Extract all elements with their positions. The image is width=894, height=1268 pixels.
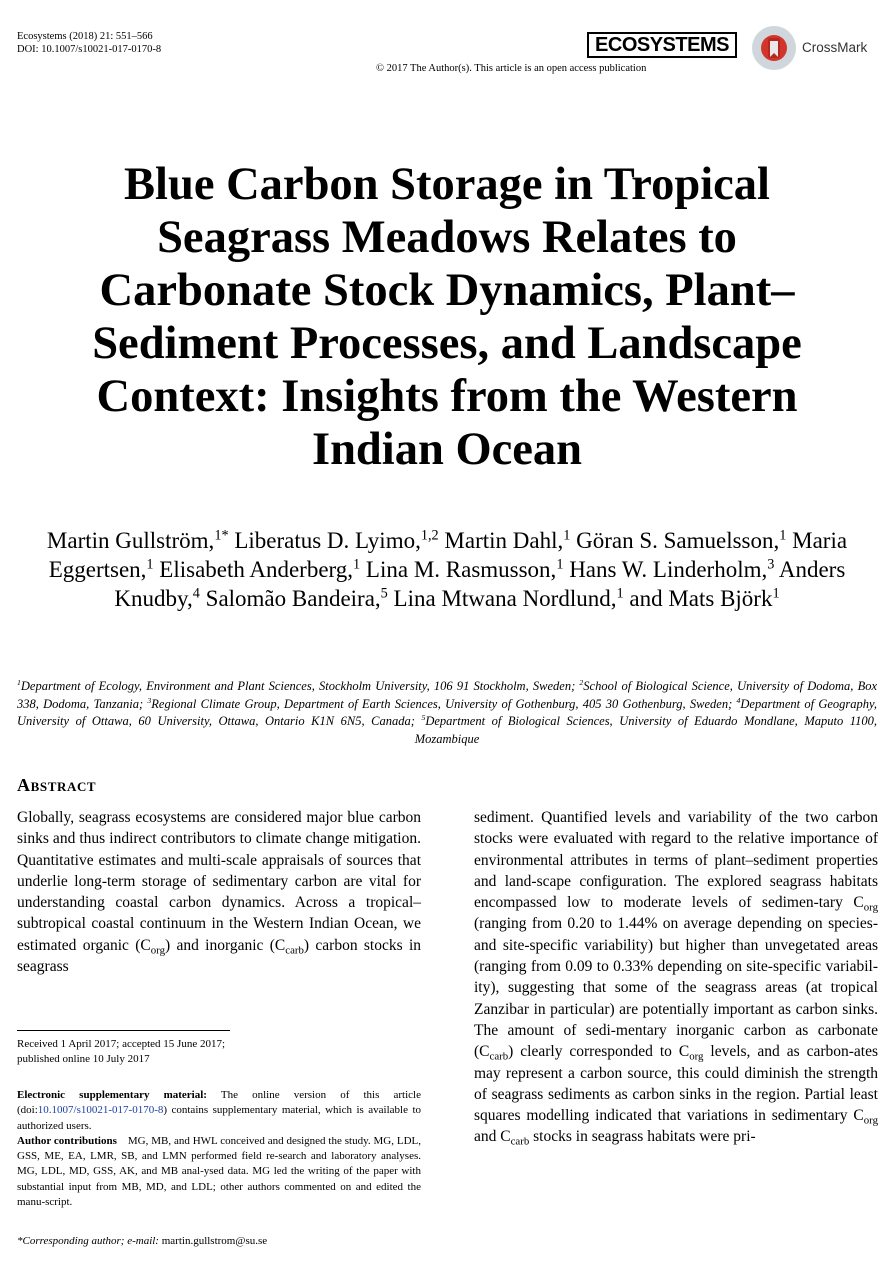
author-affil-marker: 1 bbox=[616, 585, 624, 602]
supplementary-note: Electronic supplementary material: The online version of this article (doi:10.1007/s10021-017-0170-8) contains supplementary material, which is available to authorized users. bbox=[17, 1089, 421, 1132]
author bbox=[159, 557, 366, 582]
footnote-divider bbox=[17, 1030, 230, 1031]
author bbox=[629, 586, 779, 611]
abstract-right-column: sediment. Quantified levels and variability of the two carbon stocks were evaluated with regard to the relative importance of environmental attributes in terms of plant–sediment properties and land-scape configuration. The explored seagrass habitats encompassed low to moderate levels of sedimen-tary $C_{org}$ (ranging from 0.20 to 1.44% on average depending on species- and site-specific variability) but higher than unvegetated areas (ranging from 0.09 to 0.33% depending on site-specific variabil-ity), suggesting that some of the seagrass areas (at tropical Zanzibar in particular) are potentially important as carbon sinks. The amount of sedi-mentary inorganic carbon as carbonate $(C_{carb})$ clearly corresponded to $C_{org}$ levels, and as carbon-ates may represent a carbon source, this could diminish the strength of seagrass sediments as carbon sinks in the region. Partial least squares modelling indicated that variations in sedimentary $C_{org}$ and $C_{carb}$ stocks in seagrass habitats were pri- bbox=[474, 809, 878, 1148]
author-affil-marker: 5 bbox=[380, 585, 388, 602]
affiliation: $^5$Department of Biological Sciences, University of Eduardo Mondlane, Maputo 1100, Mozambique bbox=[414, 712, 877, 746]
author bbox=[444, 528, 576, 553]
author bbox=[47, 528, 234, 553]
author-affil-marker: 1 bbox=[146, 556, 154, 573]
author-name: Liberatus D. Lyimo, bbox=[234, 528, 421, 553]
author bbox=[366, 557, 569, 582]
author-name: Anders Knudby, bbox=[114, 557, 846, 611]
corresponding-email[interactable]: martin.gullstrom@su.se bbox=[158, 1235, 268, 1247]
author-affil-marker: 3 bbox=[767, 556, 775, 573]
open-access-notice: © 2017 The Author(s). This article is an open access publication bbox=[376, 63, 647, 74]
author-name: Maria Eggertsen, bbox=[48, 528, 848, 582]
affiliations bbox=[17, 678, 877, 748]
footnotes bbox=[17, 1088, 421, 1210]
author-affil-marker: 1 bbox=[772, 585, 780, 602]
title-line: Indian Ocean bbox=[311, 424, 583, 475]
author bbox=[569, 557, 779, 582]
author-name: Martin Dahl, bbox=[444, 528, 564, 553]
author-name: Hans W. Linderholm, bbox=[569, 557, 768, 582]
received-line: Received 1 April 2017; accepted 15 June 2017; bbox=[17, 1038, 226, 1050]
title-line: Context: Insights from the Western bbox=[96, 371, 798, 422]
affiliation: $^3$Regional Climate Group, Department of Earth Sciences, University of Gothenburg, 405 30 Gothenburg, Sweden; bbox=[147, 695, 737, 711]
author-affil-marker: 1 bbox=[779, 527, 787, 544]
author bbox=[394, 586, 630, 611]
article-doi: DOI: 10.1007/s10021-017-0170-8 bbox=[17, 44, 162, 55]
published-line: published online 10 July 2017 bbox=[17, 1053, 150, 1065]
author bbox=[234, 528, 444, 553]
author-name: Lina M. Rasmusson, bbox=[365, 557, 557, 582]
author-name: Göran S. Samuelsson, bbox=[576, 528, 780, 553]
author-affil-marker: 1 bbox=[556, 556, 564, 573]
affiliation: $^2$School of Biological Science, University of Dodoma, Box 338, Dodoma, Tanzania; bbox=[17, 677, 878, 711]
journal-citation: Ecosystems (2018) 21: 551–566 bbox=[17, 31, 153, 42]
author-affil-marker: 1,2 bbox=[420, 527, 439, 544]
author-name: and Mats Björk bbox=[629, 586, 773, 611]
title-line: Seagrass Meadows Relates to bbox=[157, 212, 737, 263]
crossmark-ribbon-icon bbox=[759, 33, 789, 63]
title-line: Carbonate Stock Dynamics, Plant– bbox=[99, 265, 795, 316]
author-name: Martin Gullström, bbox=[46, 528, 215, 553]
title-line: Blue Carbon Storage in Tropical bbox=[124, 159, 770, 210]
abstract-heading: Abstract bbox=[17, 775, 97, 795]
author bbox=[206, 586, 394, 611]
title-line: Sediment Processes, and Landscape bbox=[92, 318, 802, 369]
author-affil-marker: 1 bbox=[563, 527, 571, 544]
article-title bbox=[0, 158, 894, 476]
doi-link[interactable]: 10.1007/s10021-017-0170-8 bbox=[37, 1104, 164, 1117]
received-dates bbox=[17, 1037, 421, 1067]
author-list bbox=[10, 526, 884, 613]
crossmark-icon[interactable] bbox=[752, 26, 796, 70]
author-affil-marker: 4 bbox=[192, 585, 200, 602]
crossmark-label[interactable]: CrossMark bbox=[802, 40, 868, 55]
author-affil-marker: 1 bbox=[353, 556, 361, 573]
abstract-left-column: Globally, seagrass ecosystems are considered major blue carbon sinks and thus indirect contributors to climate change mitigation. Quantitative estimates and multi-scale appraisals of sources that underlie long-term storage of sedimentary carbon are vital for understanding coastal carbon dynamics. Across a tropical–subtropical coastal continuum in the Western Indian Ocean, we estimated organic $(C_{org})$ and inorganic $(C_{carb})$ carbon stocks in seagrass bbox=[17, 809, 422, 976]
author bbox=[576, 528, 792, 553]
journal-logo: ECOSYSTEMS bbox=[587, 32, 737, 58]
supplementary-label: Electronic supplementary material: bbox=[17, 1089, 207, 1101]
author-affil-marker: 1* bbox=[214, 527, 229, 544]
contributions-label: Author contributions bbox=[17, 1134, 117, 1147]
author-name: Elisabeth Anderberg, bbox=[159, 557, 354, 582]
author-name: Salomão Bandeira, bbox=[205, 586, 381, 611]
author-name: Lina Mtwana Nordlund, bbox=[393, 586, 617, 611]
journal-meta bbox=[17, 30, 161, 56]
corresponding-label: *Corresponding author; e-mail: bbox=[17, 1235, 159, 1247]
affiliation: $^1$Department of Ecology, Environment and Plant Sciences, Stockholm University, 106 91 Stockholm, Sweden; bbox=[17, 677, 580, 693]
affiliation: $^4$Department of Geography, University of Ottawa, 60 University, Ottawa, Ontario K1N 6N5, Canada; bbox=[17, 695, 877, 728]
author-contributions: Author contributions MG, MB, and HWL conceived and designed the study. MG, LDL, GSS, ME, EA, LMR, SB, and LMN performed field re-search and laboratory analyses. MG, LDL, MD, GSS, AK, and MB anal-ysed data. MG led the writing of the paper with substantial input from MB, MD, and LDL; other authors commented on and edited the manu-script. bbox=[17, 1134, 421, 1209]
corresponding-author bbox=[17, 1235, 267, 1247]
